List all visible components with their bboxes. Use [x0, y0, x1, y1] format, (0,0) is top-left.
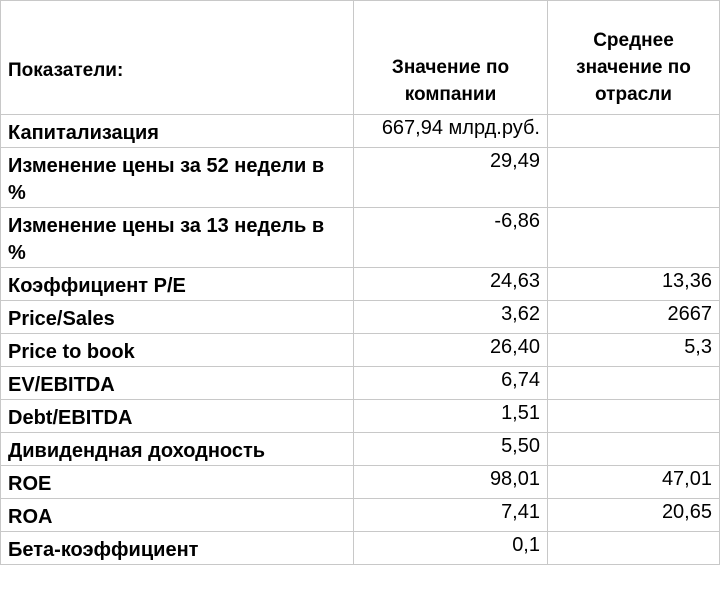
industry-value-cell[interactable] [548, 433, 720, 466]
company-value-cell[interactable]: 29,49 [354, 148, 548, 208]
industry-value-cell[interactable]: 47,01 [548, 466, 720, 499]
table-row [1, 532, 720, 565]
company-value-cell[interactable]: 0,1 [354, 532, 548, 565]
company-value-cell[interactable]: 98,01 [354, 466, 548, 499]
header-company-value[interactable]: Значение по компании [354, 1, 548, 115]
table-row [1, 466, 720, 499]
table-row [1, 301, 720, 334]
industry-value-cell[interactable]: 13,36 [548, 268, 720, 301]
table-row [1, 115, 720, 148]
company-value-cell[interactable]: 26,40 [354, 334, 548, 367]
table-row [1, 334, 720, 367]
industry-value-cell[interactable] [548, 532, 720, 565]
row-label[interactable]: Price to book [1, 334, 354, 367]
industry-value-cell[interactable] [548, 208, 720, 268]
row-label[interactable]: EV/EBITDA [1, 367, 354, 400]
company-value-cell[interactable]: 3,62 [354, 301, 548, 334]
header-industry-average[interactable]: Среднее значение по отрасли [548, 1, 720, 115]
industry-value-cell[interactable]: 2667 [548, 301, 720, 334]
industry-value-cell[interactable]: 5,3 [548, 334, 720, 367]
row-label[interactable]: Изменение цены за 13 недель в % [1, 208, 354, 268]
table-row [1, 148, 720, 208]
industry-value-cell[interactable]: 20,65 [548, 499, 720, 532]
company-value-cell[interactable]: 667,94 млрд.руб. [354, 115, 548, 148]
table-row [1, 499, 720, 532]
header-row [1, 1, 720, 115]
industry-value-cell[interactable] [548, 115, 720, 148]
company-value-cell[interactable]: 5,50 [354, 433, 548, 466]
row-label[interactable]: Debt/EBITDA [1, 400, 354, 433]
row-label[interactable]: Дивидендная доходность [1, 433, 354, 466]
industry-value-cell[interactable] [548, 367, 720, 400]
industry-value-cell[interactable] [548, 400, 720, 433]
header-indicator[interactable]: Показатели: [1, 1, 354, 115]
company-value-cell[interactable]: 1,51 [354, 400, 548, 433]
company-value-cell[interactable]: 24,63 [354, 268, 548, 301]
row-label[interactable]: ROA [1, 499, 354, 532]
industry-value-cell[interactable] [548, 148, 720, 208]
table-row [1, 367, 720, 400]
row-label[interactable]: ROE [1, 466, 354, 499]
table-row [1, 208, 720, 268]
company-value-cell[interactable]: -6,86 [354, 208, 548, 268]
row-label[interactable]: Бета-коэффициент [1, 532, 354, 565]
company-value-cell[interactable]: 6,74 [354, 367, 548, 400]
row-label[interactable]: Коэффициент P/E [1, 268, 354, 301]
row-label[interactable]: Капитализация [1, 115, 354, 148]
row-label[interactable]: Изменение цены за 52 недели в % [1, 148, 354, 208]
table-row [1, 433, 720, 466]
table-row [1, 268, 720, 301]
row-label[interactable]: Price/Sales [1, 301, 354, 334]
table-row [1, 400, 720, 433]
company-value-cell[interactable]: 7,41 [354, 499, 548, 532]
